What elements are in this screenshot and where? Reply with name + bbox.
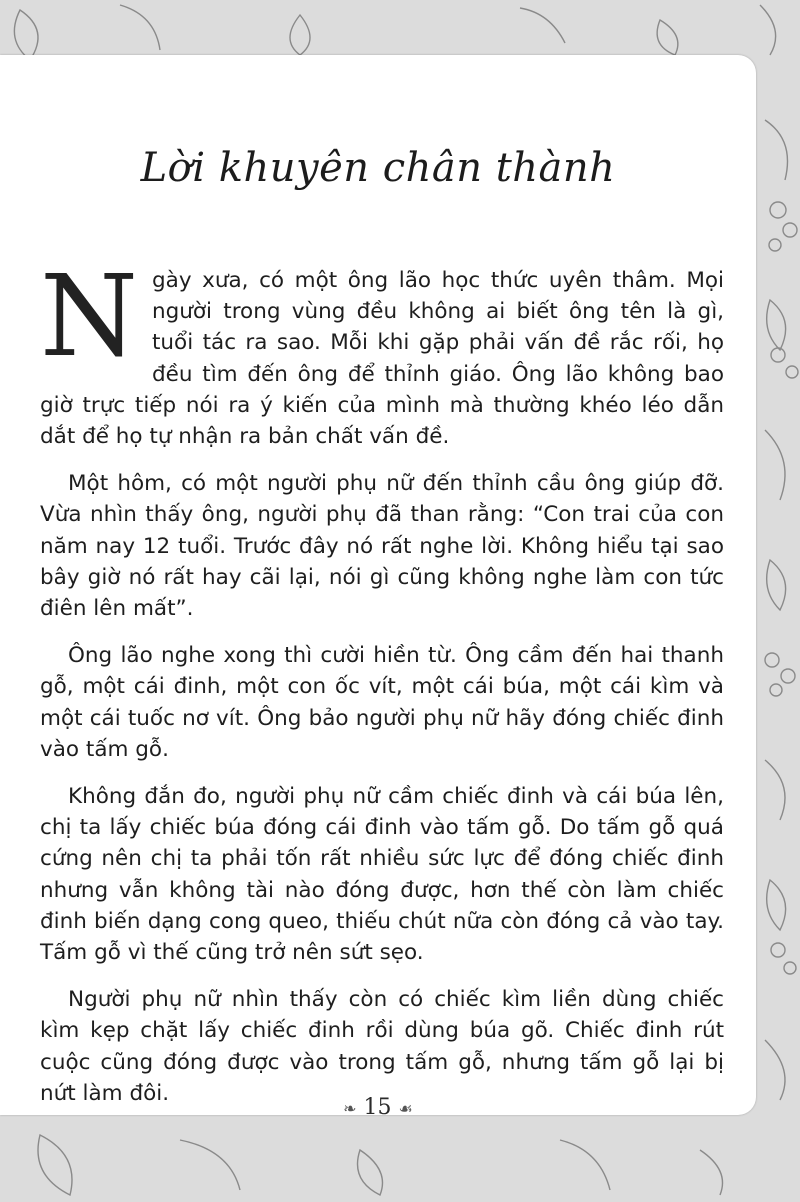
paragraph: Một hôm, có một người phụ nữ đến thỉnh cầu ông giúp đỡ. Vừa nhìn thấy ông, người phụ đã than rằng: “Con trai của con năm nay 12 tuổi. Trước đây nó rất nghe lời. Không hiểu tại sao bây giờ nó rất hay cãi lại, nói gì cũng không nghe làm con tức điên lên mất”. <box>40 471 724 622</box>
paragraph: Không đắn đo, người phụ nữ cầm chiếc đinh và cái búa lên, chị ta lấy chiếc búa đóng cái đinh vào tấm gỗ. Do tấm gỗ quá cứng nên chị ta phải tốn rất nhiều sức lực để đóng chiếc đinh nhưng vẫn không tài nào đóng được, hơn thế còn làm chiếc đinh biến dạng cong queo, thiếu chút nữa còn đóng cả vào tay. Tấm gỗ vì thế cũng trở nên sứt sẹo. <box>40 784 724 966</box>
book-page <box>0 55 756 1120</box>
chapter-title: Lời khuyên chân thành <box>140 145 616 191</box>
leaf-ornament-left-icon: ❧ <box>343 1099 357 1118</box>
paragraph: Ông lão nghe xong thì cười hiền từ. Ông cầm đến hai thanh gỗ, một cái đinh, một con ốc vít, một cái búa, một cái kìm và một cái tuốc nơ vít. Ông bảo người phụ nữ hãy đóng chiếc đinh vào tấm gỗ. <box>40 643 724 762</box>
paragraph <box>40 252 724 452</box>
page-number: 15 <box>363 1095 392 1120</box>
paragraph-text: gày xưa, có một ông lão học thức uyên thâm. Mọi người trong vùng đều không ai biết ông tên là gì, tuổi tác ra sao. Mỗi khi gặp phải vấn đề rắc rối, họ đều tìm đến ông để thỉnh giáo. Ông lão không bao giờ trực tiếp nói ra ý kiến của mình mà thường khéo léo dẫn dắt để họ tự nhận ra bản chất vấn đề. <box>40 268 724 450</box>
paragraph: Người phụ nữ nhìn thấy còn có chiếc kìm liền dùng chiếc kìm kẹp chặt lấy chiếc đinh rồi dùng búa gõ. Chiếc đinh rút cuộc cũng đóng được vào trong tấm gỗ, nhưng tấm gỗ lại bị nứt làm đôi. <box>40 987 724 1106</box>
leaf-ornament-right-icon: ☙ <box>398 1099 413 1118</box>
page-number-footer <box>0 1095 756 1120</box>
chapter-body <box>40 252 724 1125</box>
drop-cap-letter: N <box>40 252 138 382</box>
